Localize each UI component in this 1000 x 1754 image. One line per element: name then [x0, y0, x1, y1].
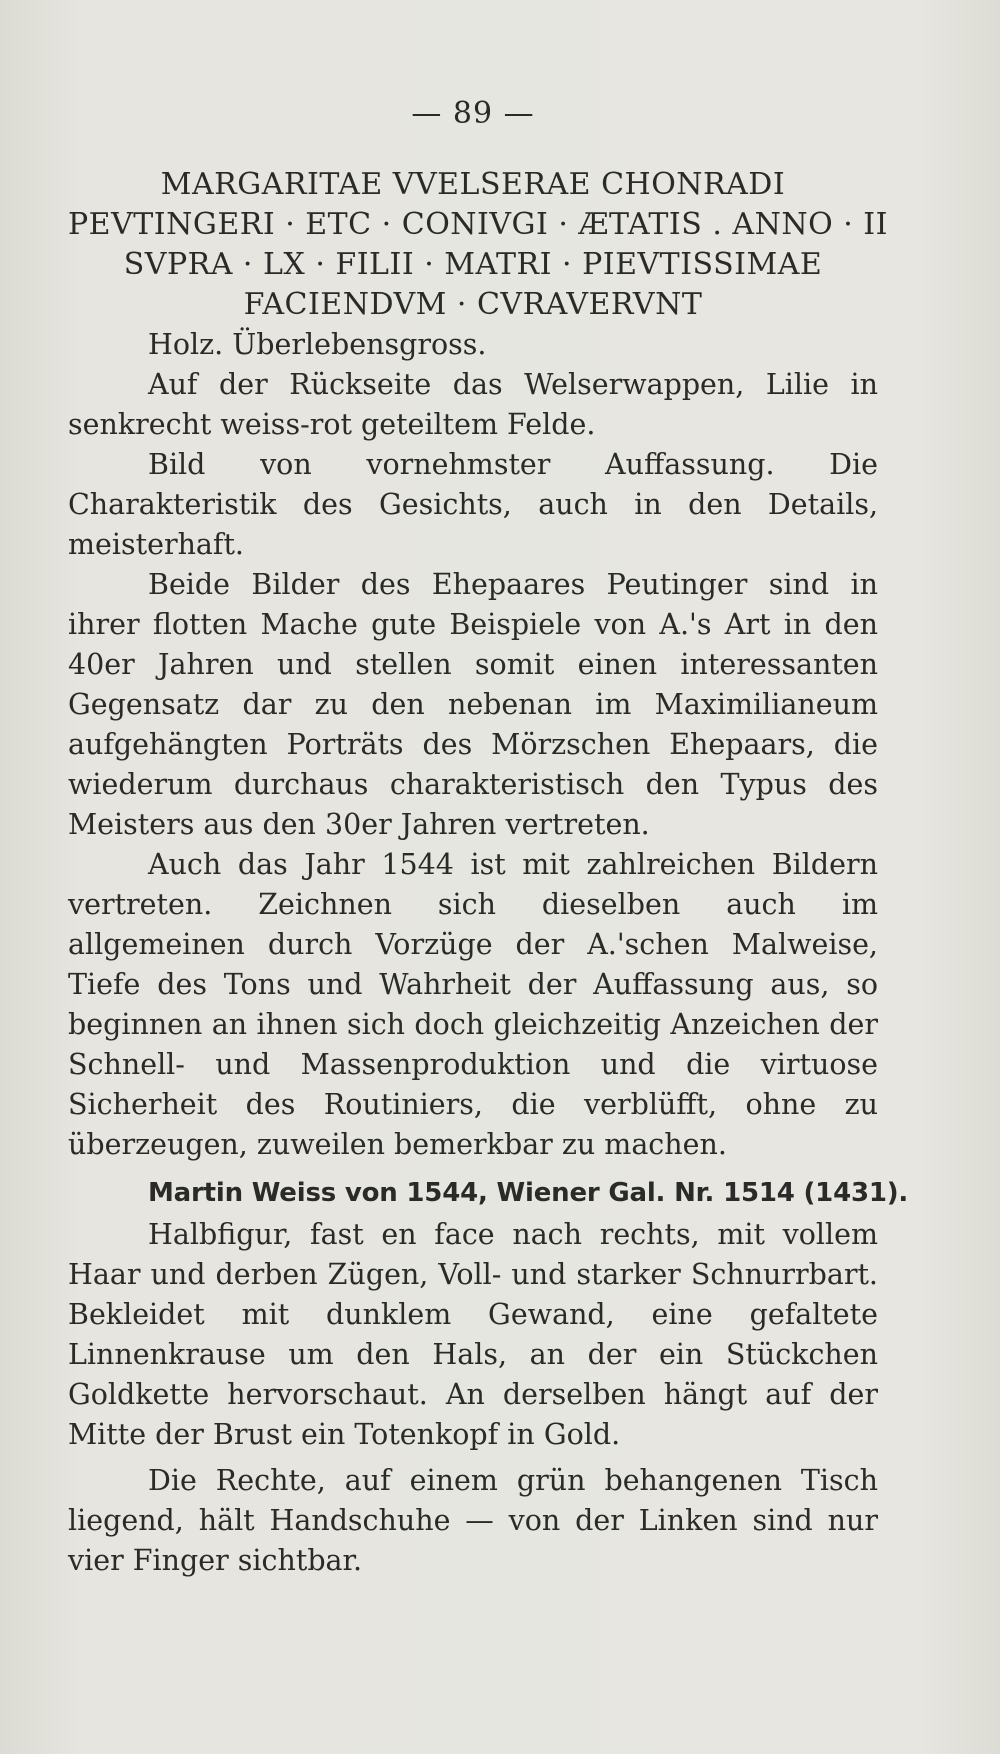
paragraph: Die Rechte, auf einem grün behangenen Tisch liegend, hält Handschuhe — von der Linken sind nur vier Finger sichtbar.: [68, 1464, 878, 1577]
text-block: [68, 96, 909, 1581]
paragraph: Halbfigur, fast en face nach rechts, mit vollem Haar und derben Zügen, Voll- und starker Schnurrbart. Bekleidet mit dunklem Gewand, eine gefaltete Linnenkrause um den Hals, an der ein Stückchen Goldkette hervorschaut. An derselben hängt auf der Mitte der Brust ein Totenkopf in Gold.: [68, 1218, 878, 1451]
latin-inscription: [68, 165, 888, 325]
paragraph: Bild von vornehmster Auffassung. Die Charakteristik des Gesichts, auch in den Details, meisterhaft.: [68, 448, 878, 561]
inscription-line: FACIENDVM · CVRAVERVNT: [243, 287, 703, 322]
inscription-line: PEVTINGERI · ETC · CONIVGI · ÆTATIS . ANNO · II: [68, 207, 888, 242]
inscription-line: SVPRA · LX · FILII · MATRI · PIEVTISSIMAE: [123, 247, 823, 282]
paragraph: Auch das Jahr 1544 ist mit zahlreichen Bildern vertreten. Zeichnen sich dieselben auch im allgemeinen durch Vorzüge der A.'schen Malweise, Tiefe des Tons und Wahrheit der Auffassung aus, so beginnen an ihnen sich doch gleichzeitig Anzeichen der Schnell- und Massenproduktion und die virtuose Sicherheit des Routiniers, die verblüfft, ohne zu überzeugen, zuweilen bemerkbar zu machen.: [68, 848, 878, 1161]
paragraph: Auf der Rückseite das Welserwappen, Lilie in senkrecht weiss-rot geteiltem Felde.: [68, 368, 878, 441]
page-number: — 89 —: [411, 96, 535, 131]
material-note: Holz. Überlebensgross.: [148, 328, 487, 361]
inscription-line: MARGARITAE VVELSERAE CHONRADI: [160, 167, 786, 202]
section-heading: Martin Weiss von 1544, Wiener Gal. Nr. 1514 (1431).: [148, 1178, 909, 1208]
paragraph: Beide Bilder des Ehepaares Peutinger sind in ihrer flotten Mache gute Beispiele von A.'s Art in den 40er Jahren und stellen somit einen interessanten Gegensatz dar zu den nebenan im Maximilianeum aufgehängten Porträts des Mörzschen Ehepaars, die wiederum durchaus charakteristisch den Typus des Meisters aus den 30er Jahren vertreten.: [68, 568, 878, 841]
